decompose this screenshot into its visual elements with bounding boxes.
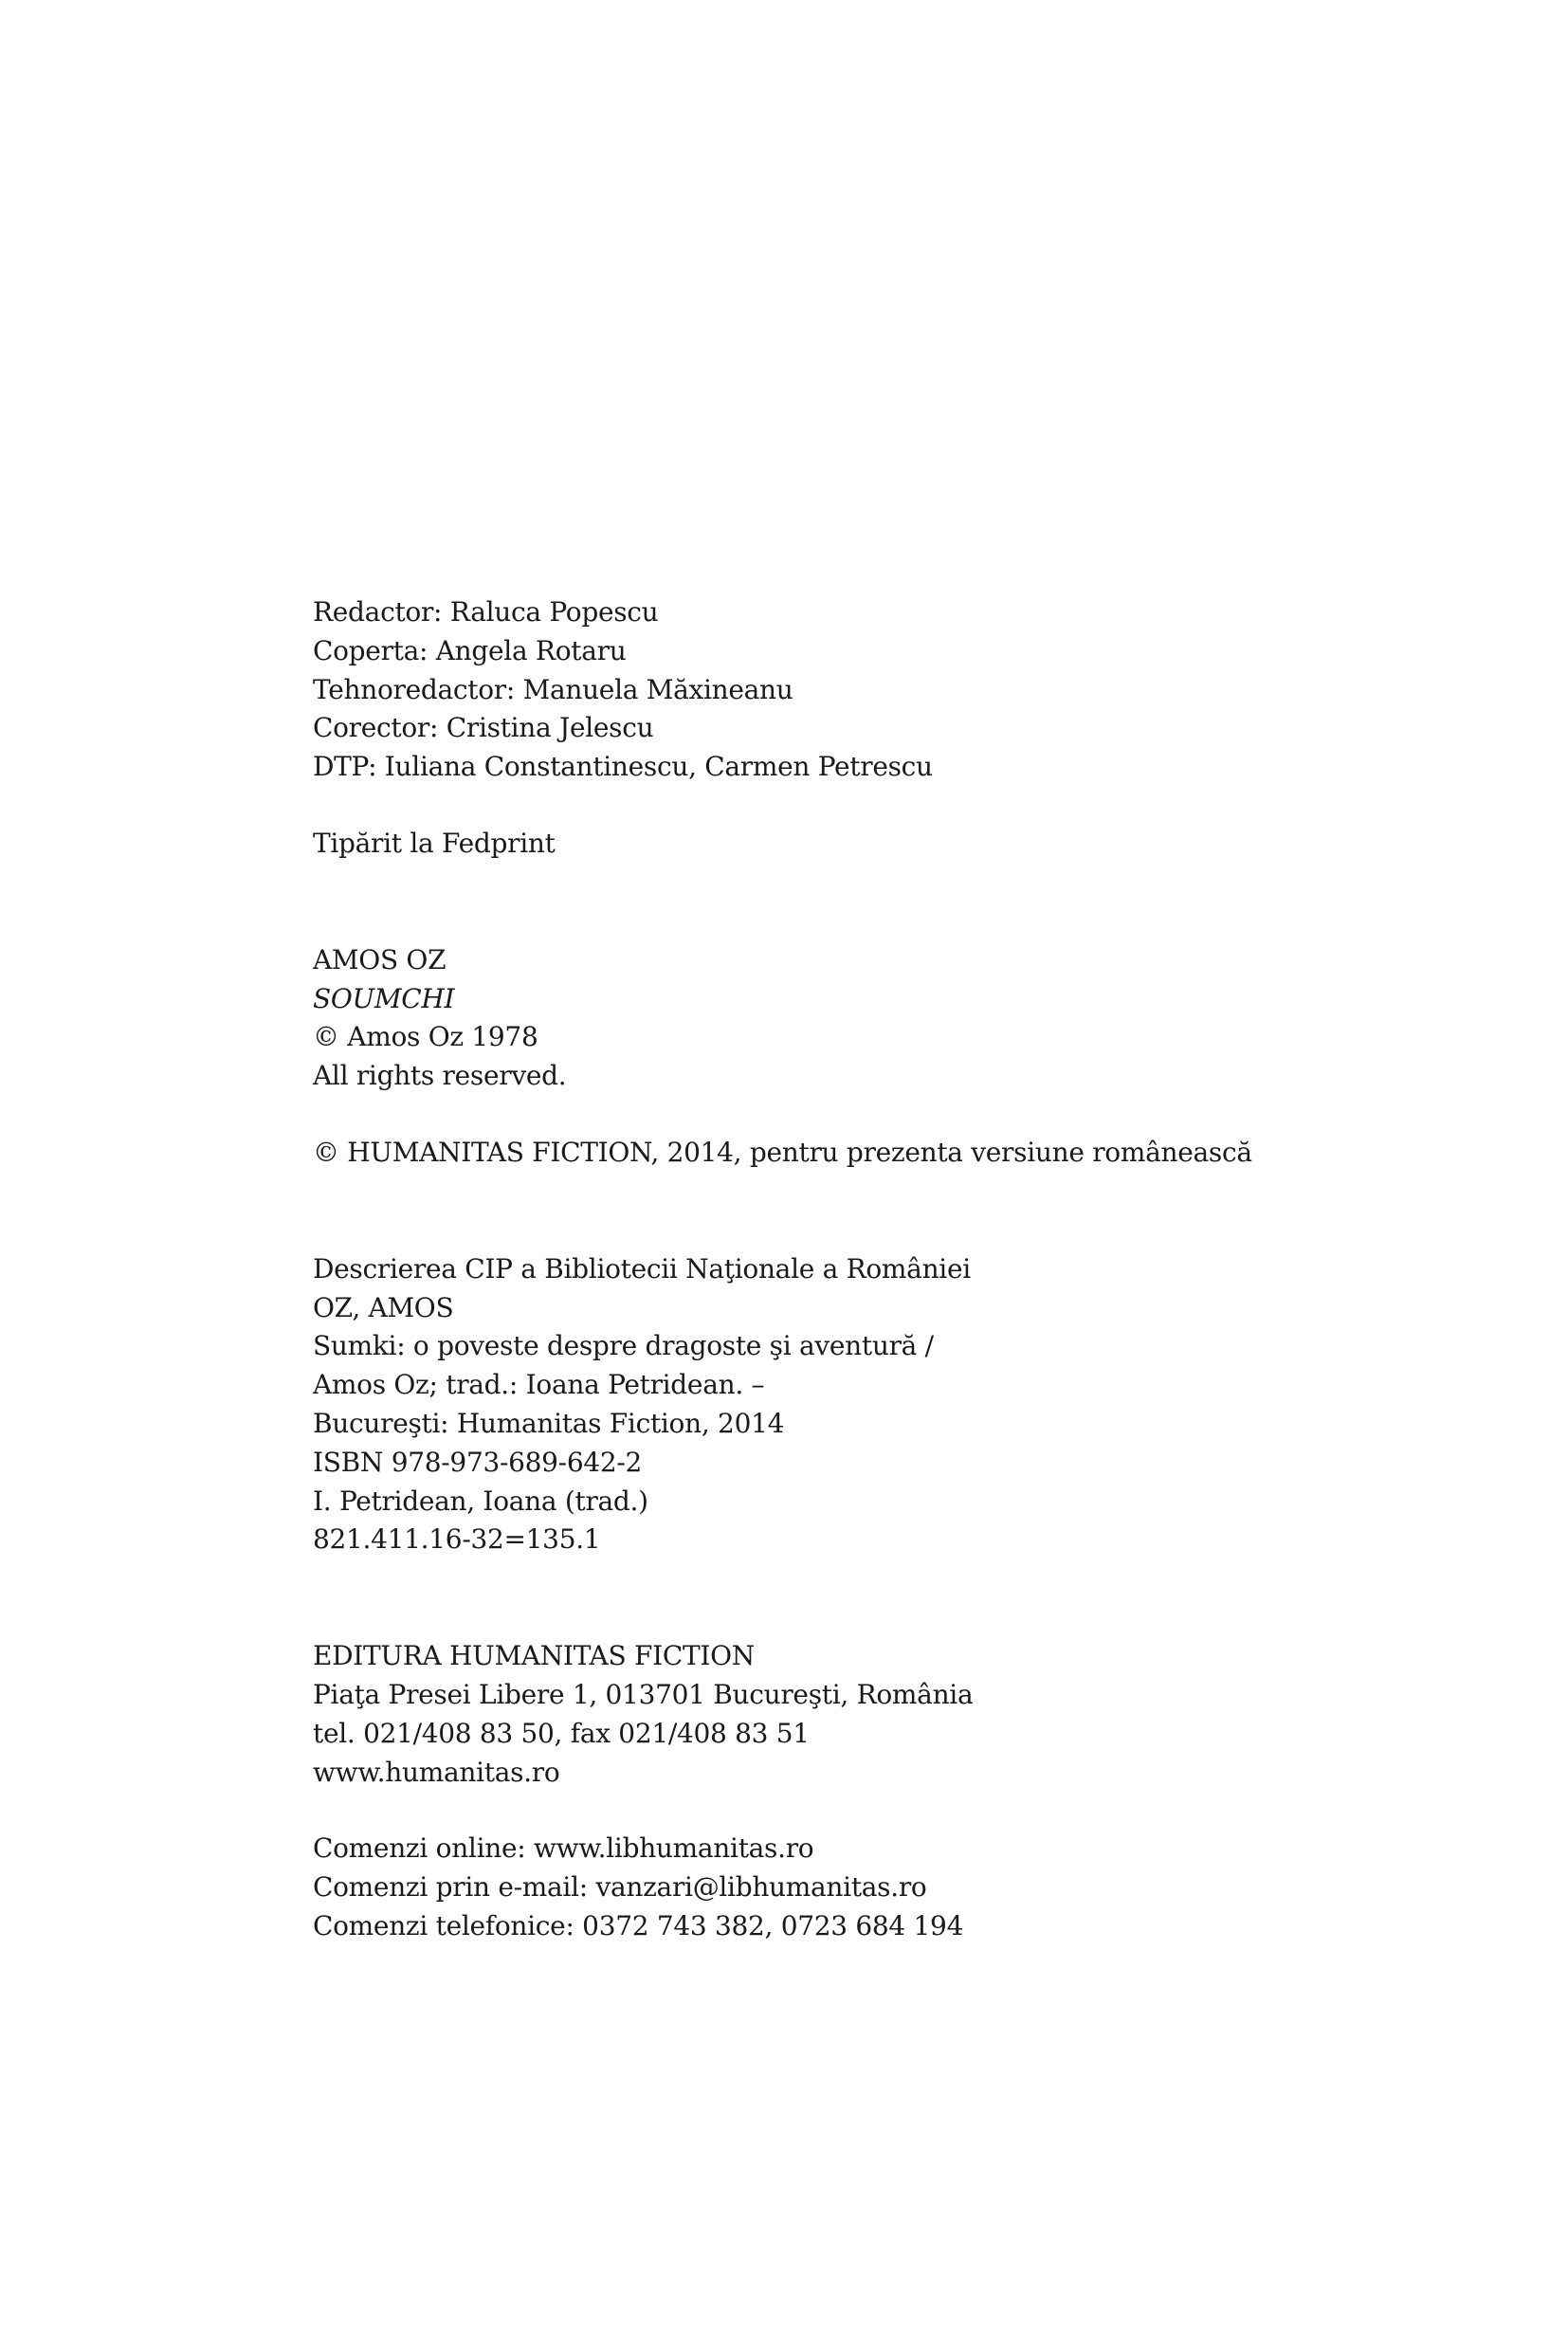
- credit-typesetter: Tehnoredactor: Manuela Măxineanu: [313, 673, 793, 705]
- orders-online: Comenzi online: www.libhumanitas.ro: [313, 1832, 814, 1865]
- orders-phone: Comenzi telefonice: 0372 743 382, 0723 684 194: [313, 1909, 964, 1941]
- cip-imprint: Bucureşti: Humanitas Fiction, 2014: [313, 1407, 785, 1439]
- publisher-address: Piaţa Presei Libere 1, 013701 Bucureşti, România: [313, 1678, 974, 1710]
- original-rights: All rights reserved.: [313, 1060, 567, 1092]
- original-copyright: © Amos Oz 1978: [313, 1021, 538, 1053]
- cip-title: Sumki: o poveste despre dragoste şi aventură /: [313, 1330, 934, 1362]
- credit-editor: Redactor: Raluca Popescu: [313, 596, 659, 628]
- publisher-block: [313, 1637, 1356, 1792]
- cip-classification: 821.411.16-32=135.1: [313, 1523, 601, 1556]
- romanian-copyright-block: [313, 1134, 1356, 1173]
- publisher-name: EDITURA HUMANITAS FICTION: [313, 1640, 755, 1672]
- cip-block: [313, 1250, 1356, 1559]
- cip-translator: Amos Oz; trad.: Ioana Petridean. –: [313, 1369, 765, 1401]
- cip-heading: Descrierea CIP a Bibliotecii Naţionale a României: [313, 1252, 971, 1285]
- publisher-phone: tel. 021/408 83 50, fax 021/408 83 51: [313, 1717, 810, 1749]
- romanian-copyright: © HUMANITAS FICTION, 2014, pentru prezenta versiune românească: [313, 1136, 1252, 1168]
- publisher-website: www.humanitas.ro: [313, 1756, 560, 1788]
- printer-line: Tipărit la Fedprint: [313, 827, 556, 859]
- cip-author: OZ, AMOS: [313, 1291, 454, 1323]
- credit-cover: Coperta: Angela Rotaru: [313, 634, 627, 666]
- cip-isbn: ISBN 978-973-689-642-2: [313, 1446, 643, 1478]
- original-edition-block: [313, 941, 1356, 1096]
- credits-block: [313, 593, 1356, 787]
- printer-block: [313, 825, 1356, 864]
- colophon: [313, 593, 1356, 1946]
- credit-dtp: DTP: Iuliana Constantinescu, Carmen Petrescu: [313, 751, 933, 783]
- original-author: AMOS OZ: [313, 943, 447, 975]
- original-title: SOUMCHI: [313, 982, 455, 1014]
- orders-block: [313, 1830, 1356, 1945]
- orders-email: Comenzi prin e-mail: vanzari@libhumanitas.ro: [313, 1871, 927, 1904]
- credit-proofreader: Corector: Cristina Jelescu: [313, 712, 654, 744]
- cip-translator-entry: I. Petridean, Ioana (trad.): [313, 1485, 648, 1517]
